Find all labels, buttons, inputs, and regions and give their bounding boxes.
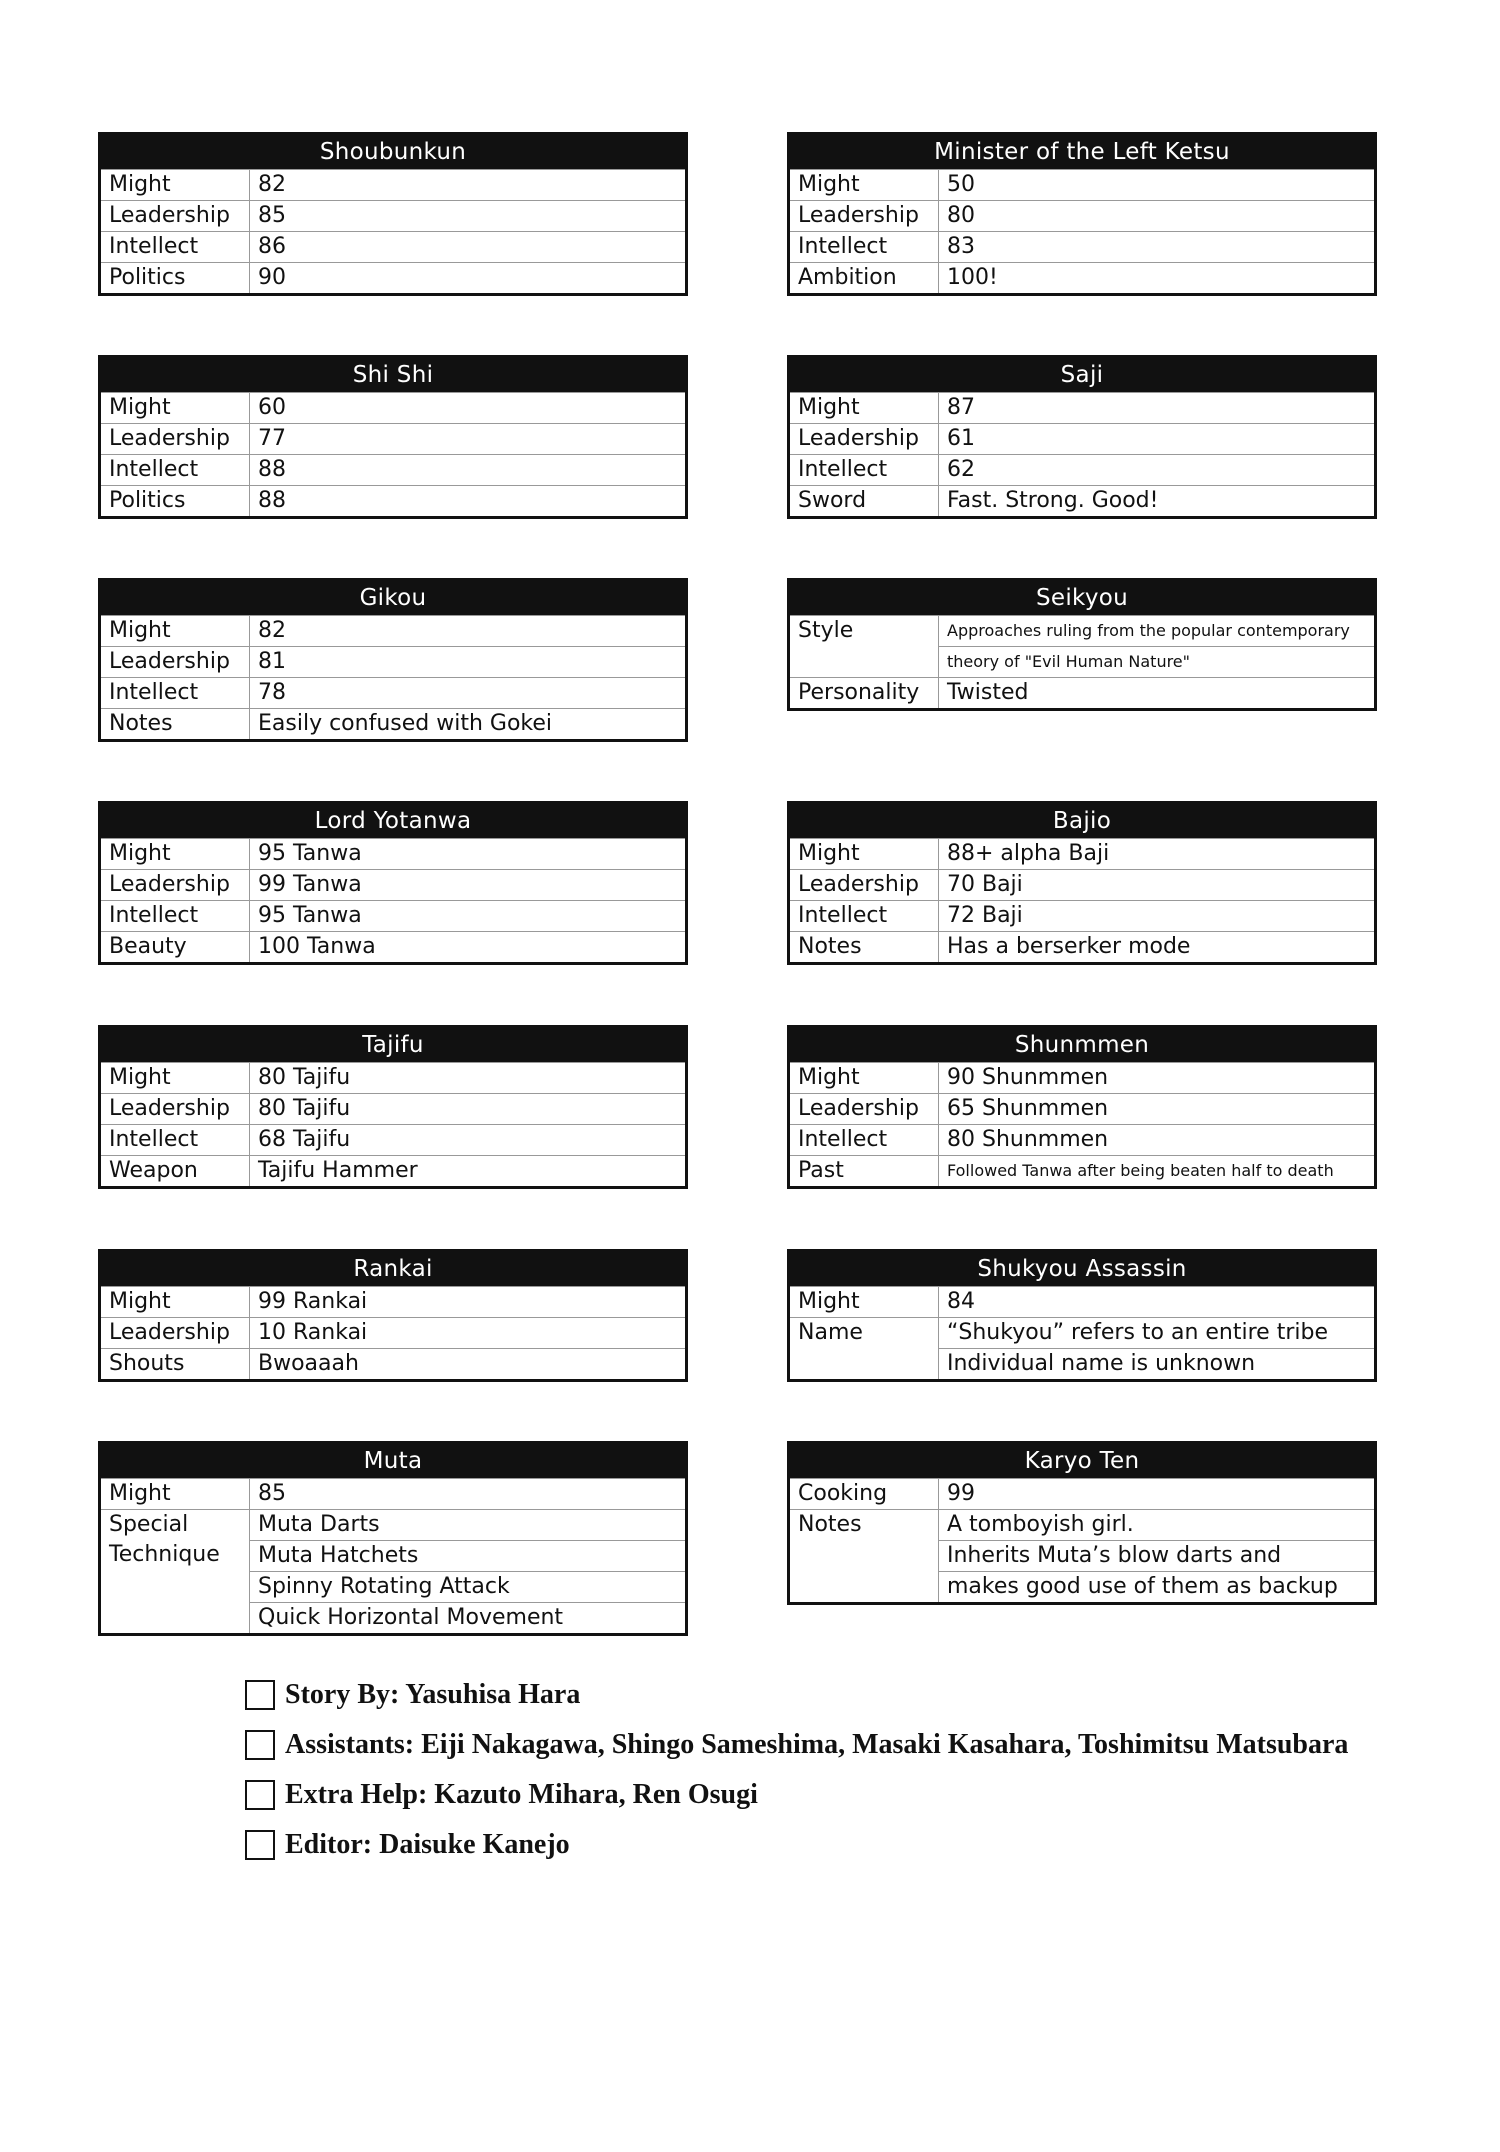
stat-label: Might — [790, 393, 939, 423]
stat-row — [101, 423, 685, 454]
stat-row — [790, 485, 1374, 516]
stat-row — [790, 1509, 1374, 1602]
stat-row — [101, 708, 685, 739]
card-title: Rankai — [101, 1252, 685, 1286]
stat-label: Leadership — [790, 201, 939, 231]
stat-label: Leadership — [101, 870, 250, 900]
stat-row — [790, 1062, 1374, 1093]
stat-label: Sword — [790, 486, 939, 516]
stat-value: 61 — [947, 426, 975, 451]
stat-row — [101, 1509, 685, 1633]
credit-text: Extra Help: Kazuto Mihara, Ren Osugi — [285, 1779, 758, 1810]
stat-label: Intellect — [101, 232, 250, 262]
stat-value: Muta Hatchets — [250, 1540, 685, 1571]
stat-label: Politics — [101, 263, 250, 293]
stat-value: Tajifu Hammer — [258, 1158, 418, 1183]
stat-label: Might — [790, 170, 939, 200]
stat-value: theory of "Evil Human Nature" — [939, 646, 1374, 677]
stat-label: Ambition — [790, 263, 939, 293]
stat-value: Spinny Rotating Attack — [250, 1571, 685, 1602]
credit-text: Editor: Daisuke Kanejo — [285, 1829, 570, 1860]
card-title: Saji — [790, 358, 1374, 392]
stat-value: 86 — [258, 234, 286, 259]
card-muta — [98, 1441, 688, 1636]
stat-label: Might — [790, 839, 939, 869]
stat-value: Followed Tanwa after being beaten half to death — [947, 1161, 1334, 1180]
stat-row — [101, 677, 685, 708]
stat-row — [101, 869, 685, 900]
stat-row — [790, 1286, 1374, 1317]
stat-label: Intellect — [790, 901, 939, 931]
stat-label: Leadership — [101, 647, 250, 677]
card-title: Lord Yotanwa — [101, 804, 685, 838]
stat-label: Intellect — [101, 455, 250, 485]
stat-value: 90 — [258, 265, 286, 290]
stat-value: 70 Baji — [947, 872, 1023, 897]
stat-value: Easily confused with Gokei — [258, 711, 553, 736]
stat-value: 88 — [258, 457, 286, 482]
card-title: Gikou — [101, 581, 685, 615]
card-yotanwa — [98, 801, 688, 965]
stat-value: 10 Rankai — [258, 1320, 368, 1345]
stat-label: Might — [790, 1287, 939, 1317]
stat-row — [101, 485, 685, 516]
card-shoubunkun — [98, 132, 688, 296]
stat-label: Might — [101, 839, 250, 869]
stat-value-group — [939, 1510, 1374, 1602]
stat-row — [101, 646, 685, 677]
card-title: Karyo Ten — [790, 1444, 1374, 1478]
card-title: Shoubunkun — [101, 135, 685, 169]
card-title: Tajifu — [101, 1028, 685, 1062]
credits — [245, 1670, 1348, 1870]
stat-label: Shouts — [101, 1349, 250, 1379]
stat-label: Leadership — [790, 870, 939, 900]
stat-value: 81 — [258, 649, 286, 674]
stat-value: 65 Shunmmen — [947, 1096, 1109, 1121]
stat-value: makes good use of them as backup — [939, 1571, 1374, 1602]
stat-value: 95 Tanwa — [258, 841, 362, 866]
stat-label: Beauty — [101, 932, 250, 962]
stat-value-group — [939, 616, 1374, 677]
stat-label: Might — [101, 616, 250, 646]
card-title: Shukyou Assassin — [790, 1252, 1374, 1286]
stat-row — [790, 1317, 1374, 1379]
stat-row — [101, 1478, 685, 1509]
stat-row — [790, 900, 1374, 931]
stat-label: Style — [790, 616, 939, 677]
stat-value: 68 Tajifu — [258, 1127, 351, 1152]
stat-label: Cooking — [790, 1479, 939, 1509]
stat-value: Individual name is unknown — [939, 1348, 1374, 1379]
stat-row — [101, 615, 685, 646]
stat-label: Intellect — [101, 1125, 250, 1155]
card-assassin — [787, 1249, 1377, 1382]
stat-value: 80 Shunmmen — [947, 1127, 1109, 1152]
stat-label: Leadership — [101, 1094, 250, 1124]
card-gikou — [98, 578, 688, 742]
stat-value: 80 Tajifu — [258, 1065, 351, 1090]
stat-value: Bwoaaah — [258, 1351, 359, 1376]
stat-row — [790, 231, 1374, 262]
stat-row — [790, 1093, 1374, 1124]
credit-text: Story By: Yasuhisa Hara — [285, 1679, 581, 1710]
stat-label: Intellect — [790, 1125, 939, 1155]
stat-value: 80 Tajifu — [258, 1096, 351, 1121]
stat-label — [101, 1510, 250, 1633]
stat-row — [790, 1124, 1374, 1155]
stat-label: Notes — [101, 709, 250, 739]
stat-value: 60 — [258, 395, 286, 420]
stat-row — [790, 931, 1374, 962]
credit-line — [245, 1770, 1348, 1820]
credit-line — [245, 1670, 1348, 1720]
stat-value: 77 — [258, 426, 286, 451]
stat-value: 88 — [258, 488, 286, 513]
stat-value: 99 — [947, 1481, 975, 1506]
stat-row — [101, 1093, 685, 1124]
card-tajifu — [98, 1025, 688, 1189]
card-title: Shunmmen — [790, 1028, 1374, 1062]
stat-value: Has a berserker mode — [947, 934, 1191, 959]
stat-value: 95 Tanwa — [258, 903, 362, 928]
stat-value: 88+ alpha Baji — [947, 841, 1110, 866]
stat-value: 83 — [947, 234, 975, 259]
stat-row — [101, 454, 685, 485]
stat-value-group — [939, 1318, 1374, 1379]
stat-row — [101, 1062, 685, 1093]
card-title: Bajio — [790, 804, 1374, 838]
stat-value: 85 — [258, 1481, 286, 1506]
card-title: Minister of the Left Ketsu — [790, 135, 1374, 169]
stat-label: Notes — [790, 932, 939, 962]
stat-value: Quick Horizontal Movement — [250, 1602, 685, 1633]
stat-value: 82 — [258, 618, 286, 643]
stat-row — [101, 931, 685, 962]
stat-label: Leadership — [790, 424, 939, 454]
credit-line — [245, 1720, 1348, 1770]
stat-value: A tomboyish girl. — [947, 1512, 1134, 1537]
stat-row — [790, 838, 1374, 869]
stat-value: Approaches ruling from the popular contemporary — [947, 621, 1350, 640]
stat-label: Intellect — [790, 232, 939, 262]
card-ketsu — [787, 132, 1377, 296]
stat-row — [790, 454, 1374, 485]
stat-label: Might — [101, 1479, 250, 1509]
stat-row — [790, 677, 1374, 708]
stat-row — [790, 1478, 1374, 1509]
stat-row — [101, 900, 685, 931]
card-karyo — [787, 1441, 1377, 1605]
stat-value: Inherits Muta’s blow darts and — [939, 1540, 1374, 1571]
stat-row — [790, 423, 1374, 454]
stat-label: Leadership — [790, 1094, 939, 1124]
stat-label: Might — [101, 393, 250, 423]
stat-label: Personality — [790, 678, 939, 708]
stat-row — [790, 869, 1374, 900]
stat-value: 84 — [947, 1289, 975, 1314]
stat-value-group — [250, 1510, 685, 1633]
stat-label: Politics — [101, 486, 250, 516]
stat-value: “Shukyou” refers to an entire tribe — [947, 1320, 1328, 1345]
checkbox-icon — [245, 1730, 275, 1760]
stat-label: Might — [101, 170, 250, 200]
checkbox-icon — [245, 1680, 275, 1710]
stat-label-line: Technique — [109, 1542, 220, 1567]
card-shunmmen — [787, 1025, 1377, 1189]
stat-label-line: Special — [109, 1512, 189, 1537]
stat-label: Leadership — [101, 424, 250, 454]
stat-row — [101, 1286, 685, 1317]
stat-row — [790, 392, 1374, 423]
card-title: Shi Shi — [101, 358, 685, 392]
stat-row — [790, 169, 1374, 200]
stat-value: 99 Rankai — [258, 1289, 368, 1314]
stat-label: Intellect — [101, 901, 250, 931]
card-bajio — [787, 801, 1377, 965]
stat-row — [790, 1155, 1374, 1186]
stat-value: 80 — [947, 203, 975, 228]
stat-label: Might — [790, 1063, 939, 1093]
stat-label: Intellect — [790, 455, 939, 485]
stat-label: Weapon — [101, 1156, 250, 1186]
stat-value: 82 — [258, 172, 286, 197]
stat-row — [101, 1124, 685, 1155]
stat-row — [790, 262, 1374, 293]
stat-value: 87 — [947, 395, 975, 420]
stat-value: 99 Tanwa — [258, 872, 362, 897]
stat-label: Intellect — [101, 678, 250, 708]
stat-row — [101, 1155, 685, 1186]
stat-label: Past — [790, 1156, 939, 1186]
stat-row — [101, 200, 685, 231]
stat-row — [101, 1348, 685, 1379]
stat-row — [101, 1317, 685, 1348]
stat-label: Might — [101, 1063, 250, 1093]
stat-value: 100 Tanwa — [258, 934, 376, 959]
stat-row — [101, 169, 685, 200]
stat-label: Leadership — [101, 1318, 250, 1348]
stat-row — [101, 231, 685, 262]
stat-row — [790, 200, 1374, 231]
stat-value: 90 Shunmmen — [947, 1065, 1109, 1090]
stat-value: 85 — [258, 203, 286, 228]
stat-value: 78 — [258, 680, 286, 705]
card-saji — [787, 355, 1377, 519]
checkbox-icon — [245, 1780, 275, 1810]
card-shishi — [98, 355, 688, 519]
stat-row — [101, 392, 685, 423]
checkbox-icon — [245, 1830, 275, 1860]
card-rankai — [98, 1249, 688, 1382]
card-title: Seikyou — [790, 581, 1374, 615]
stat-row — [101, 838, 685, 869]
stat-label: Leadership — [101, 201, 250, 231]
stat-label: Name — [790, 1318, 939, 1379]
stat-label: Might — [101, 1287, 250, 1317]
card-title: Muta — [101, 1444, 685, 1478]
stat-value: Fast. Strong. Good! — [947, 488, 1159, 513]
stat-value: 72 Baji — [947, 903, 1023, 928]
stat-value: 62 — [947, 457, 975, 482]
stat-value: Muta Darts — [258, 1512, 380, 1537]
credit-line — [245, 1820, 1348, 1870]
stat-value: Twisted — [947, 680, 1029, 705]
stat-value: 50 — [947, 172, 975, 197]
stat-label: Notes — [790, 1510, 939, 1602]
stat-value: 100! — [947, 265, 998, 290]
stat-row — [101, 262, 685, 293]
stat-row — [790, 615, 1374, 677]
card-seikyou — [787, 578, 1377, 711]
credit-text: Assistants: Eiji Nakagawa, Shingo Sameshima, Masaki Kasahara, Toshimitsu Matsubara — [285, 1729, 1349, 1760]
